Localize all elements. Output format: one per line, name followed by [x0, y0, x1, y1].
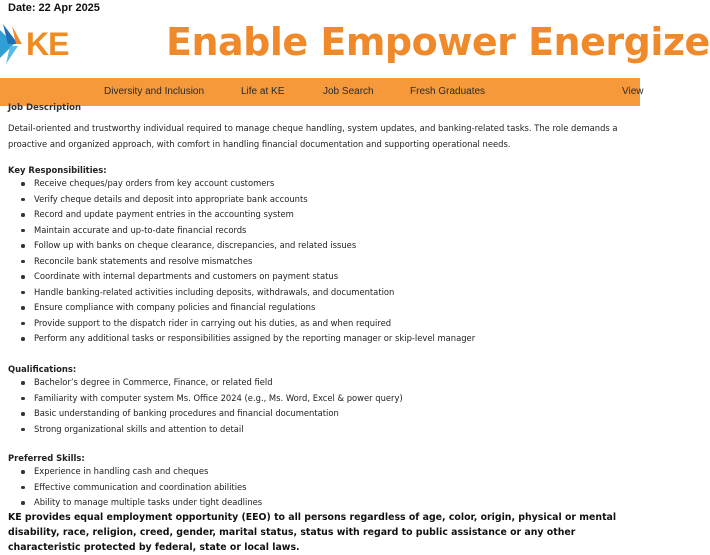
list-item: Familiarity with computer system Ms. Office 2024 (e.g., Ms. Word, Excel & power query)	[8, 391, 403, 407]
list-item: Handle banking-related activities including deposits, withdrawals, and documentation	[8, 285, 475, 301]
job-description: Detail-oriented and trustworthy individual required to manage cheque handling, system updates, and banking-related tasks. The role demands a proactive and organized approach, with comfort in handling financial documentation and supporting operational needs.	[8, 123, 618, 149]
list-item: Perform any additional tasks or responsibilities assigned by the reporting manager or skip-level manager	[8, 331, 475, 347]
list-item: Experience in handling cash and cheques	[8, 464, 262, 480]
list-item: Basic understanding of banking procedures and financial documentation	[8, 406, 403, 422]
list-item: Strong organizational skills and attention to detail	[8, 422, 403, 438]
logo-text: KE	[26, 26, 69, 62]
qualifications-title: Qualifications:	[8, 364, 77, 374]
list-item: Receive cheques/pay orders from key account customers	[8, 176, 475, 192]
list-item: Follow up with banks on cheque clearance, discrepancies, and related issues	[8, 238, 475, 254]
list-item: Ensure compliance with company policies and financial regulations	[8, 300, 475, 316]
nav-item-job-search[interactable]: Job Search	[323, 86, 374, 97]
list-item: Ability to manage multiple tasks under tight deadlines	[8, 495, 262, 511]
skills-title: Preferred Skills:	[8, 453, 85, 463]
nav-item-fresh-graduates[interactable]: Fresh Graduates	[410, 86, 486, 97]
list-item: Effective communication and coordination abilities	[8, 480, 262, 496]
skills-list	[8, 464, 262, 511]
tagline: Enable Empower Energize	[166, 20, 710, 64]
skills-section	[8, 452, 262, 511]
list-item: Reconcile bank statements and resolve mismatches	[8, 254, 475, 270]
responsibilities-section	[8, 164, 475, 347]
list-item: Coordinate with internal departments and customers on payment status	[8, 269, 475, 285]
qualifications-section	[8, 363, 403, 437]
list-item: Maintain accurate and up-to-date financial records	[8, 223, 475, 239]
job-description-heading: Job Description	[8, 103, 82, 113]
nav-bar	[0, 78, 644, 106]
nav-item-view[interactable]: View	[622, 86, 644, 97]
responsibilities-title: Key Responsibilities:	[8, 165, 107, 175]
responsibilities-list	[8, 176, 475, 347]
date-label: Date: 22 Apr 2025	[8, 2, 100, 14]
list-item: Verify cheque details and deposit into appropriate bank accounts	[8, 192, 475, 208]
list-item: Record and update payment entries in the accounting system	[8, 207, 475, 223]
eeo-statement: KE provides equal employment opportunity (EEO) to all persons regardless of age, color, origin, physical or mental disability, race, religion, creed, gender, marital status, status with regard to public assistance or any other characteristic protected by federal, state or local laws.	[8, 512, 617, 553]
nav-item-life-at-ke[interactable]: Life at KE	[241, 86, 285, 97]
list-item: Provide support to the dispatch rider in carrying out his duties, as and when required	[8, 316, 475, 332]
qualifications-list	[8, 375, 403, 437]
nav-item-diversity[interactable]: Diversity and Inclusion	[104, 86, 205, 97]
list-item: Bachelor’s degree in Commerce, Finance, or related field	[8, 375, 403, 391]
